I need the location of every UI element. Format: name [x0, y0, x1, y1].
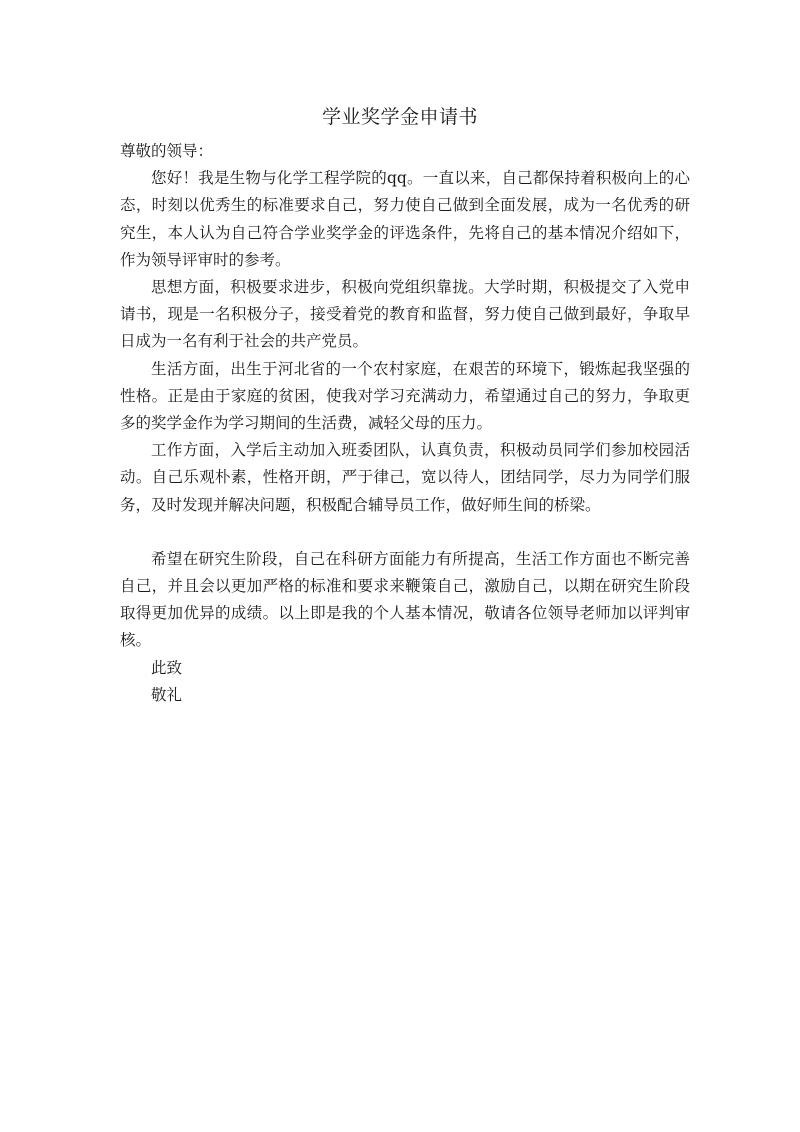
closing-jingli: 敬礼 — [151, 685, 183, 704]
paragraph-hope: 希望在研究生阶段，自己在科研方面能力有所提高，生活工作方面也不断完善自己，并且会以更加严格的标准和要求来鞭策自己，激励自己，以期在研究生阶段取得更加优异的成绩。以上即是我的个人基本情况，敬请各位领导老师加以评判审核。 — [120, 549, 690, 650]
document-body — [120, 138, 690, 709]
paragraph-life: 生活方面，出生于河北省的一个农村家庭，在艰苦的环境下，锻炼起我坚强的性格。正是由于家庭的贫困，使我对学习充满动力，希望通过自己的努力，争取更多的奖学金作为学习期间的生活费，减轻父母的压力。 — [120, 359, 690, 433]
paragraph-spacer — [120, 519, 690, 546]
paragraph-greeting: 您好！我是生物与化学工程学院的qq。一直以来，自己都保持着积极向上的心态，时刻以优秀生的标准要求自己，努力使自己做到全面发展，成为一名优秀的研究生，本人认为自己符合学业奖学金的评选条件，先将自己的基本情况介绍如下，作为领导评审时的参考。 — [120, 169, 690, 269]
document-title: 学业奖学金申请书 — [321, 106, 478, 128]
closing-cizhi: 此致 — [151, 658, 183, 677]
salutation: 尊敬的领导： — [120, 142, 214, 160]
paragraph-ideology: 思想方面，积极要求进步，积极向党组织靠拢。大学时期，积极提交了入党申请书，现是一名积极分子，接受着党的教育和监督，努力使自己做到最好，争取早日成为一名有利于社会的共产党员。 — [120, 278, 690, 351]
paragraph-work: 工作方面，入学后主动加入班委团队，认真负责，积极动员同学们参加校园活动。自己乐观朴素，性格开朗，严于律己，宽以待人，团结同学，尽力为同学们服务，及时发现并解决问题，积极配合辅导员工作，做好师生间的桥梁。 — [120, 441, 690, 514]
